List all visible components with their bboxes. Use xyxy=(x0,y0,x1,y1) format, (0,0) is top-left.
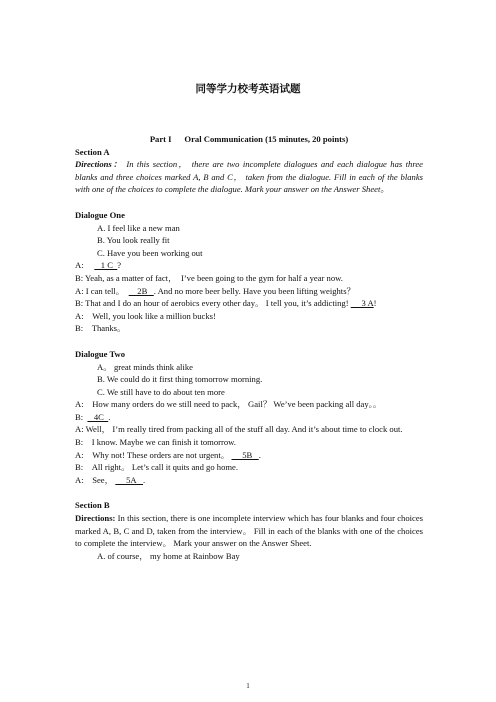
page-title: 同等学力校考英语试题 xyxy=(195,83,301,95)
dialogue-line xyxy=(75,285,423,298)
dialogue-two-choice: C. We still have to do about ten more xyxy=(97,386,225,397)
section-b-label: Section B xyxy=(75,500,110,511)
dialogue-line: A: How many orders do we still need to pack， Gail？ We’ve been packing all day。。 xyxy=(75,399,382,410)
part-heading: Part I Oral Communication (15 minutes, 20 points) xyxy=(149,134,349,144)
section-a-label: Section A xyxy=(75,146,110,157)
line-text: A: See， xyxy=(75,474,116,485)
section-b-directions xyxy=(75,512,423,550)
directions-label: Directions: xyxy=(75,513,116,524)
dialogue-line xyxy=(75,297,423,310)
dialogue-line xyxy=(75,449,423,462)
spacer xyxy=(75,486,423,499)
line-text: A: Why not! These orders are not urgent。 xyxy=(75,449,232,460)
directions-label: Directions： xyxy=(75,159,123,170)
dialogue-one-choice: C. Have you been working out xyxy=(97,247,203,258)
line-text: B: xyxy=(75,411,88,422)
directions-text: In this section, there is one incomplete interview which has four blanks and four choices marked A, B, C and D, taken from the interview。 Fill in each of the blanks with one of the choices to complete the interview。 Mark your answer on the Answer Sheet. xyxy=(75,513,423,549)
answer-blank: 4C xyxy=(87,411,109,422)
dialogue-line: B: I know. Maybe we can finish it tomorrow. xyxy=(75,437,236,448)
dialogue-line: B: All right。 Let’s call it quits and go home. xyxy=(75,462,239,473)
line-text: ! xyxy=(373,298,377,309)
line-text: ? xyxy=(117,260,122,271)
dialogue-line xyxy=(75,259,423,272)
dialogue-one-title: Dialogue One xyxy=(75,209,125,220)
dialogue-one-choice: A. I feel like a new man xyxy=(97,222,180,233)
line-text: A: xyxy=(75,260,95,271)
spacer xyxy=(75,335,423,348)
answer-blank: 5B xyxy=(231,449,259,460)
dialogue-line: A: Well， I’m really tired from packing all of the stuff all day. And it’s about time to clock out. xyxy=(75,424,403,435)
dialogue-one-choice: B. You look really fit xyxy=(97,235,170,246)
line-text: . xyxy=(143,474,146,485)
line-text: . xyxy=(258,449,261,460)
answer-blank: 2B xyxy=(128,285,154,296)
section-b-choice: A. of course， my home at Rainbow Bay xyxy=(97,550,240,561)
line-text: A: I can tell。 xyxy=(75,285,129,296)
dialogue-two-choice: A。 great minds think alike xyxy=(97,361,193,372)
answer-blank: 1 C xyxy=(94,260,118,271)
dialogue-line xyxy=(75,474,423,487)
line-text: . And no more beer belly. Have you been lifting weights？ xyxy=(153,285,356,296)
document-body xyxy=(75,133,423,562)
spacer xyxy=(75,196,423,209)
page-number: 1 xyxy=(246,682,250,690)
section-a-directions xyxy=(75,158,423,196)
directions-text: In this section， there are two incomplete dialogues and each dialogue has three blanks and three choices marked A, B and C， taken from the dialogue. Fill in each of the blanks with one of the choices to complete the dialogue. Mark your answer on the Answer Sheet。 xyxy=(75,159,424,195)
dialogue-two-title: Dialogue Two xyxy=(75,348,126,359)
dialogue-line: B: Yeah, as a matter of fact， I’ve been going to the gym for half a year now. xyxy=(75,272,343,283)
answer-blank: 5A xyxy=(115,474,144,485)
line-text: . xyxy=(108,411,111,422)
dialogue-line: B: Thanks。 xyxy=(75,323,126,334)
line-text: B: That and I do an hour of aerobics every other day。 I tell you, it’s addicting! xyxy=(75,298,351,309)
dialogue-two-choice: B. We could do it first thing tomorrow morning. xyxy=(97,374,263,385)
dialogue-line xyxy=(75,411,423,424)
answer-blank: 3 A xyxy=(350,298,374,309)
dialogue-line: A: Well, you look like a million bucks! xyxy=(75,310,216,321)
